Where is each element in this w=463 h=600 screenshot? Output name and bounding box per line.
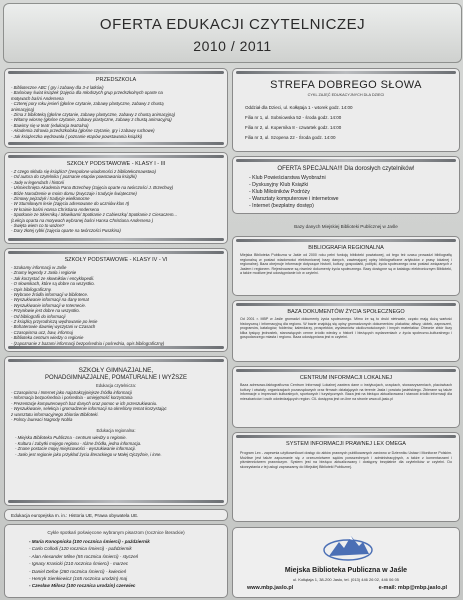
- list-item: - Biblioteka centrum wiedzy o regionie: [11, 335, 84, 341]
- list-item: - Bohaterowie dawniej wyczytani w Czasach: [11, 324, 96, 330]
- strefa-list: [233, 103, 459, 143]
- list-item: - Wyszukiwanie informacji w Internecie.: [11, 302, 86, 308]
- list-item: - Czasopisma ucz, baw, informuj: [11, 329, 73, 335]
- list-item: - Wyszukiwanie, selekcja i gromadzenie informacji na określony temat korzystając: [11, 406, 167, 412]
- decor-bar: [8, 346, 224, 349]
- strefa-title: STREFA DOBREGO SŁOWA: [270, 79, 422, 91]
- list-item: - Prezentacje komputerowych baz danych oraz pomoc w ich przeszukiwaniu.: [11, 400, 158, 406]
- list-item: - Czesław Miłosz (100 rocznica urodzin) czerwiec: [29, 583, 136, 589]
- decor-bar: [8, 500, 224, 503]
- klasy-1-3-list: [5, 169, 227, 234]
- list-item: - Maria Konopnicka (100 rocznica śmierci) - październik: [29, 539, 150, 544]
- bazy-danych-heading: Bazy danych Miejskiej Biblioteki Publicznej w Jaśle: [294, 224, 398, 229]
- decor-bar: [8, 359, 224, 362]
- list-item: - Warsztaty komputerowe i internetowe: [249, 196, 339, 202]
- gimnazjalne-list: [5, 390, 227, 422]
- list-item: - Święta wiem co to ważne?: [11, 223, 65, 229]
- edukacja-czytelnicza-label: Edukacja czytelnicza:: [95, 383, 137, 388]
- list-item: - W krainie baśni Hansa Christiana Andersena: [11, 206, 99, 212]
- europejska-text: Edukacja europejska m. in.: Historia UE, Prawa obywatela UE.: [11, 513, 139, 518]
- klasy-4-6-box: [4, 248, 228, 352]
- list-item: - (zapoznanie z bazami informacji bezpośrednia i pośrednia, opis bibliograficzny): [11, 340, 165, 346]
- list-item: - Od autora do czytelnika ( poznanie etapów powstawania książki): [11, 174, 137, 180]
- list-item: Oddział dla Dzieci, ul. Kołłątaja 1 - wtorek godz. 14:00: [245, 105, 353, 110]
- list-item: - Internet (bezpłatny dostęp): [249, 203, 314, 209]
- mountain-logo-icon: [323, 530, 373, 564]
- list-item: Filia nr 2, ul. Kopernika 8 - czwartek godz. 14:00: [245, 125, 342, 130]
- decor-bar: [236, 435, 456, 438]
- list-item: - Informacja bezpośrednia i pośrednia - umiejętność korzystania: [11, 395, 133, 401]
- list-item: (Lekcja oparta na motywach wybranej baśni Hansa Christiana Andersena ): [11, 217, 154, 223]
- list-item: z warsztatu informacyjnego zbiorów Biblioteki.: [11, 411, 99, 417]
- library-name: Miejska Biblioteka Publiczna w Jaśle: [284, 567, 408, 574]
- school-year: 2010 / 2011: [193, 38, 272, 54]
- list-item: - Jadę w legendach i historii: [11, 179, 65, 185]
- decor-bar: [236, 303, 456, 306]
- page-header: [3, 3, 462, 63]
- list-item: - Biblioteczne ABC ( gry i zabawy dla 3-4 latków): [11, 85, 104, 90]
- list-item: - Czterej pory roku jesień (głośne czytanie, zabawy plastyczne, zabawy z chustą: [11, 101, 164, 107]
- list-item: - Baśniowy świat książek (zajęcia dla młodszych grup przedszkolnych oparte na: [11, 90, 163, 96]
- edukacja-regionalna-label: Edukacja regionalna:: [96, 428, 136, 434]
- decor-bar: [8, 142, 224, 145]
- list-item: - Z czego składa się książka? (zespolone wiadomości z bibliotekoznawstwa): [11, 169, 156, 174]
- list-item: - Henryk Sienkiewicz (165 rocznica urodzin) maj: [29, 576, 128, 582]
- centrum-title: CENTRUM INFORMACJI LOKALNEJ: [299, 375, 393, 381]
- list-item: - Polscy laureaci Nagrody Nobla: [11, 417, 73, 423]
- decor-bar: [8, 71, 224, 74]
- library-logo: [323, 530, 373, 564]
- decor-bar: [8, 251, 224, 254]
- gimnazjalne-title-2: PONADGIMNAZJALNE, POMATURALNE I WYŻSZE: [45, 375, 187, 381]
- decor-bar: [8, 238, 224, 241]
- dokumenty-box: [232, 300, 460, 362]
- library-footer: [232, 527, 460, 598]
- list-item: - Szukamy informacji w Jaśle: [11, 265, 67, 270]
- list-item: - Daniel Defoe (280 rocznica śmierci) - kwiecień: [29, 568, 127, 574]
- list-item: - Od bibliografii do informacji: [11, 313, 66, 319]
- list-item: - Klub Powieściarstwa Wyobraźni: [249, 175, 326, 181]
- klasy-1-3-box: [4, 152, 228, 244]
- klasy-4-6-list: [5, 265, 227, 346]
- bibliografia-title: BIBLIOGRAFIA REGIONALNA: [308, 245, 384, 251]
- list-item: - Przysłowie jest dobre na wszystko.: [11, 308, 81, 314]
- bibliografia-text: Miejska Biblioteka Publiczna w Jaśle od 2000 roku pełni funkcję biblioteki powiatowej, od tego też czasu prowadzi bibliografię regionalną w postaci wiadomości elektronicznej bazy danych, zawierającej opisy bibliograficzne artykułów z prasy lokalnej i regionalnej. Baza obejmuje informacje dotyczące historii, kultury, gospodarki, polityki, życia społecznego oraz postaci związanych z Jasłem i regionem. Rejestrowane są również dokumenty życia społecznego. Bazy dostępne są w katalogu elektronicznym Biblioteki, a także możliwe jest udostępnianie ich w czytelni.: [240, 253, 452, 276]
- cykl-list: [5, 538, 227, 590]
- strefa-subtitle: CYKL ZAJĘĆ EDUKACYJNYCH DLA DZIECI: [307, 93, 385, 97]
- klasy-1-3-title: SZKOŁY PODSTAWOWE - KLASY I - III: [66, 161, 166, 167]
- przedszkola-title: PRZEDSZKOLA: [95, 77, 137, 83]
- list-item: Filia nr 3, ul. Szopena 22 - Środa godz. 14:00: [245, 135, 336, 140]
- decor-bar: [8, 155, 224, 158]
- list-item: - Dary złotej rybki (zajęcia oparte na twórczości Puszkina): [11, 228, 121, 234]
- oferta-list: [233, 174, 459, 211]
- dokumenty-title: BAZA DOKUMENTÓW ŻYCIA SPOŁECZNEGO: [287, 309, 405, 315]
- list-item: - W Stumilowym lesie (zajęcia adresowane do uczniów klas II): [11, 201, 130, 207]
- library-email-link[interactable]: e-mail: mbp@mbp.jaslo.pl: [378, 585, 447, 591]
- list-item: - Wyszukiwanie informacji na dany temat: [11, 297, 89, 303]
- list-item: - Spotkanie ze Skierniką i Słowikami/ Spotkanie z Cabieszką/ Spotkanie z Ciesaczem...: [11, 212, 177, 218]
- list-item: - O słownikach, które są dobre na wszystko.: [11, 281, 95, 287]
- list-item: - Znamy legendy z Jasła i regionie: [11, 270, 77, 276]
- list-item: - Bawimy się w teatr (edukacja teatralna): [11, 122, 89, 128]
- strefa-box: [232, 68, 460, 152]
- list-item: - Czasopisma i Internet jako najatrakcyjniejsze źródła informacji: [11, 390, 132, 395]
- list-item: - Klub Miłośników Podróży: [249, 189, 310, 195]
- oferta-specjalna-box: [232, 156, 460, 214]
- list-item: - Dyskusyjny Klub Książki: [249, 182, 309, 188]
- centrum-text: Baza adresowo-faktograficzna Centrum Informacji Lokalnej zawiera dane o instytucjach, urzędach, stowarzyszeniach, placówkach kultury i oświaty, organizacjach pozarządowych oraz firmach działających na terenie Jasła i powiatu jasielskiego. Zbierane są także informacje o imprezach kulturalnych, sportowych i turystycznych. Baza jest na bieżąco aktualizowana i stanowi źródło informacji dla mieszkańców i osób odwiedzających region. CIL dostępna jest on-line na stronie www.cil.jasio.pl: [240, 383, 452, 401]
- list-item: - Witamy wiosnę (głośne czytanie, zabawy plastyczne, zabawy z chustą animacyjną): [11, 117, 172, 123]
- list-item: - Wybrane źródła informacji w bibliotece.: [11, 292, 89, 298]
- regionalna-list: [5, 435, 227, 457]
- list-item: - Jak książeczka wędrowała ( poznanie etapów powstawania książki): [11, 133, 143, 139]
- europejska-box: [4, 509, 228, 521]
- centrum-box: [232, 366, 460, 428]
- dokumenty-text: Od 2001 r. MBP w Jaśle gromadzi dokumenty życia społecznego. Mimo że są to druki nietrwałe, często mają dużą wartość historyczną i informacyjną dla regionu. W bazie znajdują się opisy gromadzonych dokumentów: plakatów, afiszy, ulotek, zaproszeń, programów, katalogów, folderów, kalendarzy, prospektów, wydawnictw okolicznościowych i innych materiałów. Obecnie zbiór liczy kilka tysięcy jednostek, stanowiących cenne źródło wiedzy o historii i bieżących wydarzeniach z życia społeczno-kulturalnego i gospodarczego miasta i regionu. Baza udostępniana jest w czytelni.: [240, 317, 452, 340]
- list-item: - Miejska Biblioteka Publiczna - centrum wiedzy o regionie.: [15, 435, 127, 441]
- decor-bar: [236, 369, 456, 372]
- list-item: - Ignacy Krasicki (210 rocznica śmierci) - marzec: [29, 561, 129, 567]
- cykl-box: [4, 524, 228, 598]
- list-item: - Alan Alexander Milne (55 rocznica śmierci) - styczeń: [29, 553, 139, 559]
- list-item: - Znane postacie mojej miejscowości - wyszukiwanie informacji.: [15, 446, 136, 452]
- przedszkola-box: [4, 68, 228, 148]
- decor-bar: [236, 159, 456, 162]
- cykl-title: Cykle spotkań poświęcone wybranym pisarzom (rocznice literackie): [47, 530, 185, 535]
- lex-omega-box: [232, 432, 460, 522]
- list-item: - Kultura i zabytki mojego regionu - różne źródła, jedna informacja.: [15, 440, 142, 446]
- list-item: - Bóże Narodzenie w moim domu (zwyczaje i tradycje świąteczne): [11, 190, 137, 196]
- decor-bar: [236, 239, 456, 242]
- list-item: - Opis bibliograficzny.: [11, 286, 52, 292]
- gimnazjalne-title-1: SZKOŁY GIMNAZJALNE,: [78, 367, 154, 374]
- list-item: - Akademia zdrowia przedszkolaka (głośne czytanie, gry i zabawy ruchowe): [11, 128, 155, 134]
- list-item: Filia nr 1, ul. Sobniowska 52 - środa godz. 14:00: [245, 115, 342, 120]
- list-item: - Zima z biblioteką (głośne czytanie, zabawy plastyczne, zabawy z chustą animacyjną): [11, 112, 176, 118]
- przedszkola-list: [5, 85, 227, 139]
- library-website-link[interactable]: www.mbp.jaslo.pl: [247, 585, 294, 591]
- list-item: - Z książką przyrodniczą wędrowanie po lesie: [11, 319, 98, 325]
- oferta-title: OFERTA SPECJALNA!!! Dla dorosłych czytelników!: [277, 166, 415, 172]
- gimnazjalne-box: [4, 356, 228, 506]
- decor-bar: [236, 71, 456, 74]
- list-item: - Carlo Collodi (120 rocznica śmierci) - październik: [29, 546, 132, 552]
- library-address: ul. Kołłątaja 1, 38-200 Jasło, tel. (013) 446 26 02, 446 06 05: [292, 577, 400, 582]
- klasy-4-6-title: SZKOŁY PODSTAWOWE - KLASY IV - VI: [64, 257, 168, 263]
- list-item: - Zimowy pejzażyk i tradycje wielkanocne: [11, 196, 90, 202]
- bibliografia-box: [232, 236, 460, 296]
- lex-omega-text: Program Lex - zapewnia użytkownikowi dostęp do aktów prawnych publikowanych zarówno w Dzienniku Ustaw i Monitorze Polskim. Możliwe jest także zapoznanie się z orzecznictwem sądów powszechnych i administracyjnych, a także z komentarzami i piśmiennictwem prawniczym. System jest na bieżąco aktualizowany i dostępny bezpłatnie dla czytelników w czytelni. Do skorzystania z tej usługi zapraszamy do Miejskiej Biblioteki Publicznej.: [240, 451, 452, 469]
- page-title: OFERTA EDUKACJI CZYTELNICZEJ: [99, 16, 366, 33]
- list-item: motywach baśni Andersena: [11, 95, 64, 101]
- lex-omega-title: SYSTEM INFORMACJI PRAWNEJ LEX OMEGA: [286, 441, 406, 447]
- list-item: - Uśmiechnięta Akademia Pana Brzechwy (zajęcia oparte na twórczości J. Brzechwy): [11, 185, 174, 191]
- list-item: - Jak korzystać ze słowników i encyklopedii.: [11, 275, 95, 281]
- list-item: - Jasło jest regionie jako przykład życia literackiego w Małej Ojczyźnie, i inne.: [15, 451, 162, 457]
- list-item: animacyjną): [11, 106, 35, 112]
